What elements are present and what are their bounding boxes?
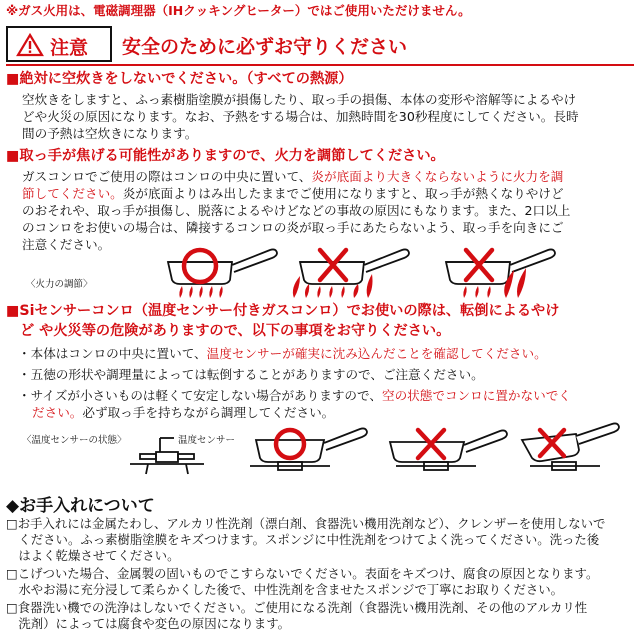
- section3-heading-line1: ■Siセンサーコンロ（温度センサー付きガスコンロ）でお使いの際は、転倒によるやけ: [6, 303, 560, 319]
- section3-bullet3-emphasis: 空の状態でコンロに置かないでく: [381, 388, 571, 403]
- sensor-callout-label: 温度センサー: [178, 435, 236, 446]
- care-line: □こげついた場合、金属製の固いものでこすらないでください。表面をキズつけ、腐食の原因となります。: [6, 566, 599, 581]
- caution-badge: [6, 26, 112, 62]
- pan-flame-hits-handle-figure: [446, 249, 555, 298]
- section2-line4: のコンロをお使いの場合は、隣接するコンロの炎が取っ手にあたらないよう、取っ手を向きにご: [22, 220, 564, 235]
- flame-small-icon: [179, 286, 222, 298]
- section2-line1-text: ガスコンロでご使用の際はコンロの中央に置いて、: [22, 169, 312, 184]
- section3-bullet3-text2: 必ず取っ手を持ちながら調理してください。: [82, 405, 335, 420]
- sensor-figure: [0, 420, 640, 480]
- care-line: ください。ふっ素樹脂塗膜をキズつけます。スポンジに中性洗剤をつけてよく洗ってください。洗った後: [6, 532, 600, 547]
- pan-sensor-correct-figure: [250, 428, 367, 470]
- care-line: □食器洗い機での洗浄はしないでください。ご使用になる洗剤（食器洗い機用洗剤、その他のアルカリ性: [6, 600, 588, 615]
- section3-bullet3-emphasis2: ださい。: [32, 405, 83, 420]
- section1-line: どや火災の原因になります。なお、予熱をする場合は、加熱時間を30秒程度にしてください。長時: [22, 109, 579, 124]
- pan-sensor-off-center-figure: [390, 430, 507, 470]
- pan-correct-figure: [168, 249, 277, 298]
- care-line: 洗剤）によっては腐食や変色の原因になります。: [6, 616, 290, 631]
- section2-heading: ■取っ手が焦げる可能性がありますので、火力を調節してください。: [6, 148, 445, 164]
- care-line: はよく乾燥させてください。: [6, 548, 180, 563]
- flame-figure-label: 〈火力の調節〉: [26, 279, 93, 290]
- care-heading: ◆お手入れについて: [6, 496, 155, 516]
- care-line: 水やお湯に充分浸して柔らかくした後で、中性洗剤を含ませたスポンジで丁寧にお取りください。: [6, 582, 564, 597]
- section3-heading-line2: ど や火災等の危険がありますので、以下の事項をお守りください。: [20, 323, 451, 339]
- section2-line3: のおそれや、取っ手が損傷し、脱落によるやけどなどの事故の原因にもなります。また、2口以上: [22, 203, 571, 218]
- section2-line2-text: 炎が底面よりはみ出したままでご使用になりますと、取っ手が熱くなりやけど: [122, 186, 564, 201]
- ih-warning-note: ※ガス火用は、電磁調理器（IHクッキングヒーター）ではご使用いただけません。: [6, 3, 471, 18]
- section1-line: 間の予熱は空炊きになります。: [22, 126, 198, 141]
- section2-line2-emphasis: 節してください。: [22, 186, 123, 201]
- caution-divider: [6, 64, 634, 66]
- warning-triangle-icon: [17, 34, 43, 56]
- section2-line1-emphasis: 炎が底面より大きくならないように火力を調: [311, 169, 564, 184]
- section2-line5: 注意ください。: [22, 237, 111, 252]
- section1-heading: ■絶対に空炊きをしないでください。（すべての熱源）: [6, 71, 353, 87]
- section3-bullet3-text: ・サイズが小さいものは軽くて安定しない場合がありますので、: [18, 388, 382, 403]
- burner-sensor-figure: [130, 438, 204, 474]
- caution-title: 安全のために必ずお守りください: [122, 36, 408, 58]
- care-line: □お手入れには金属たわし、アルカリ性洗剤（漂白剤、食器洗い機用洗剤など）、クレンザーを使用しないで: [6, 516, 606, 531]
- section3-bullet1-emphasis: 温度センサーが確実に沈み込んだことを確認してください。: [206, 346, 547, 361]
- pan-sensor-tipping-figure: [522, 423, 619, 470]
- flame-adjustment-figure: [0, 240, 640, 300]
- caution-header: [6, 26, 634, 62]
- caution-badge-label: 注意: [50, 37, 89, 59]
- section1-line: 空炊きをしますと、ふっ素樹脂塗膜が損傷したり、取っ手の損傷、本体の変形や溶解等によるやけ: [22, 92, 577, 107]
- pan-flame-too-large-figure: [293, 249, 409, 298]
- section3-bullet2: ・五徳の形状や調理量によっては転倒することがありますので、ご注意ください。: [18, 367, 484, 382]
- section3-bullet3-cont: [32, 402, 334, 421]
- section3-bullet1-text: ・本体はコンロの中央に置いて、: [18, 346, 207, 361]
- sensor-figure-label: 〈温度センサーの状態〉: [22, 435, 127, 446]
- section3-bullet1: [18, 343, 547, 362]
